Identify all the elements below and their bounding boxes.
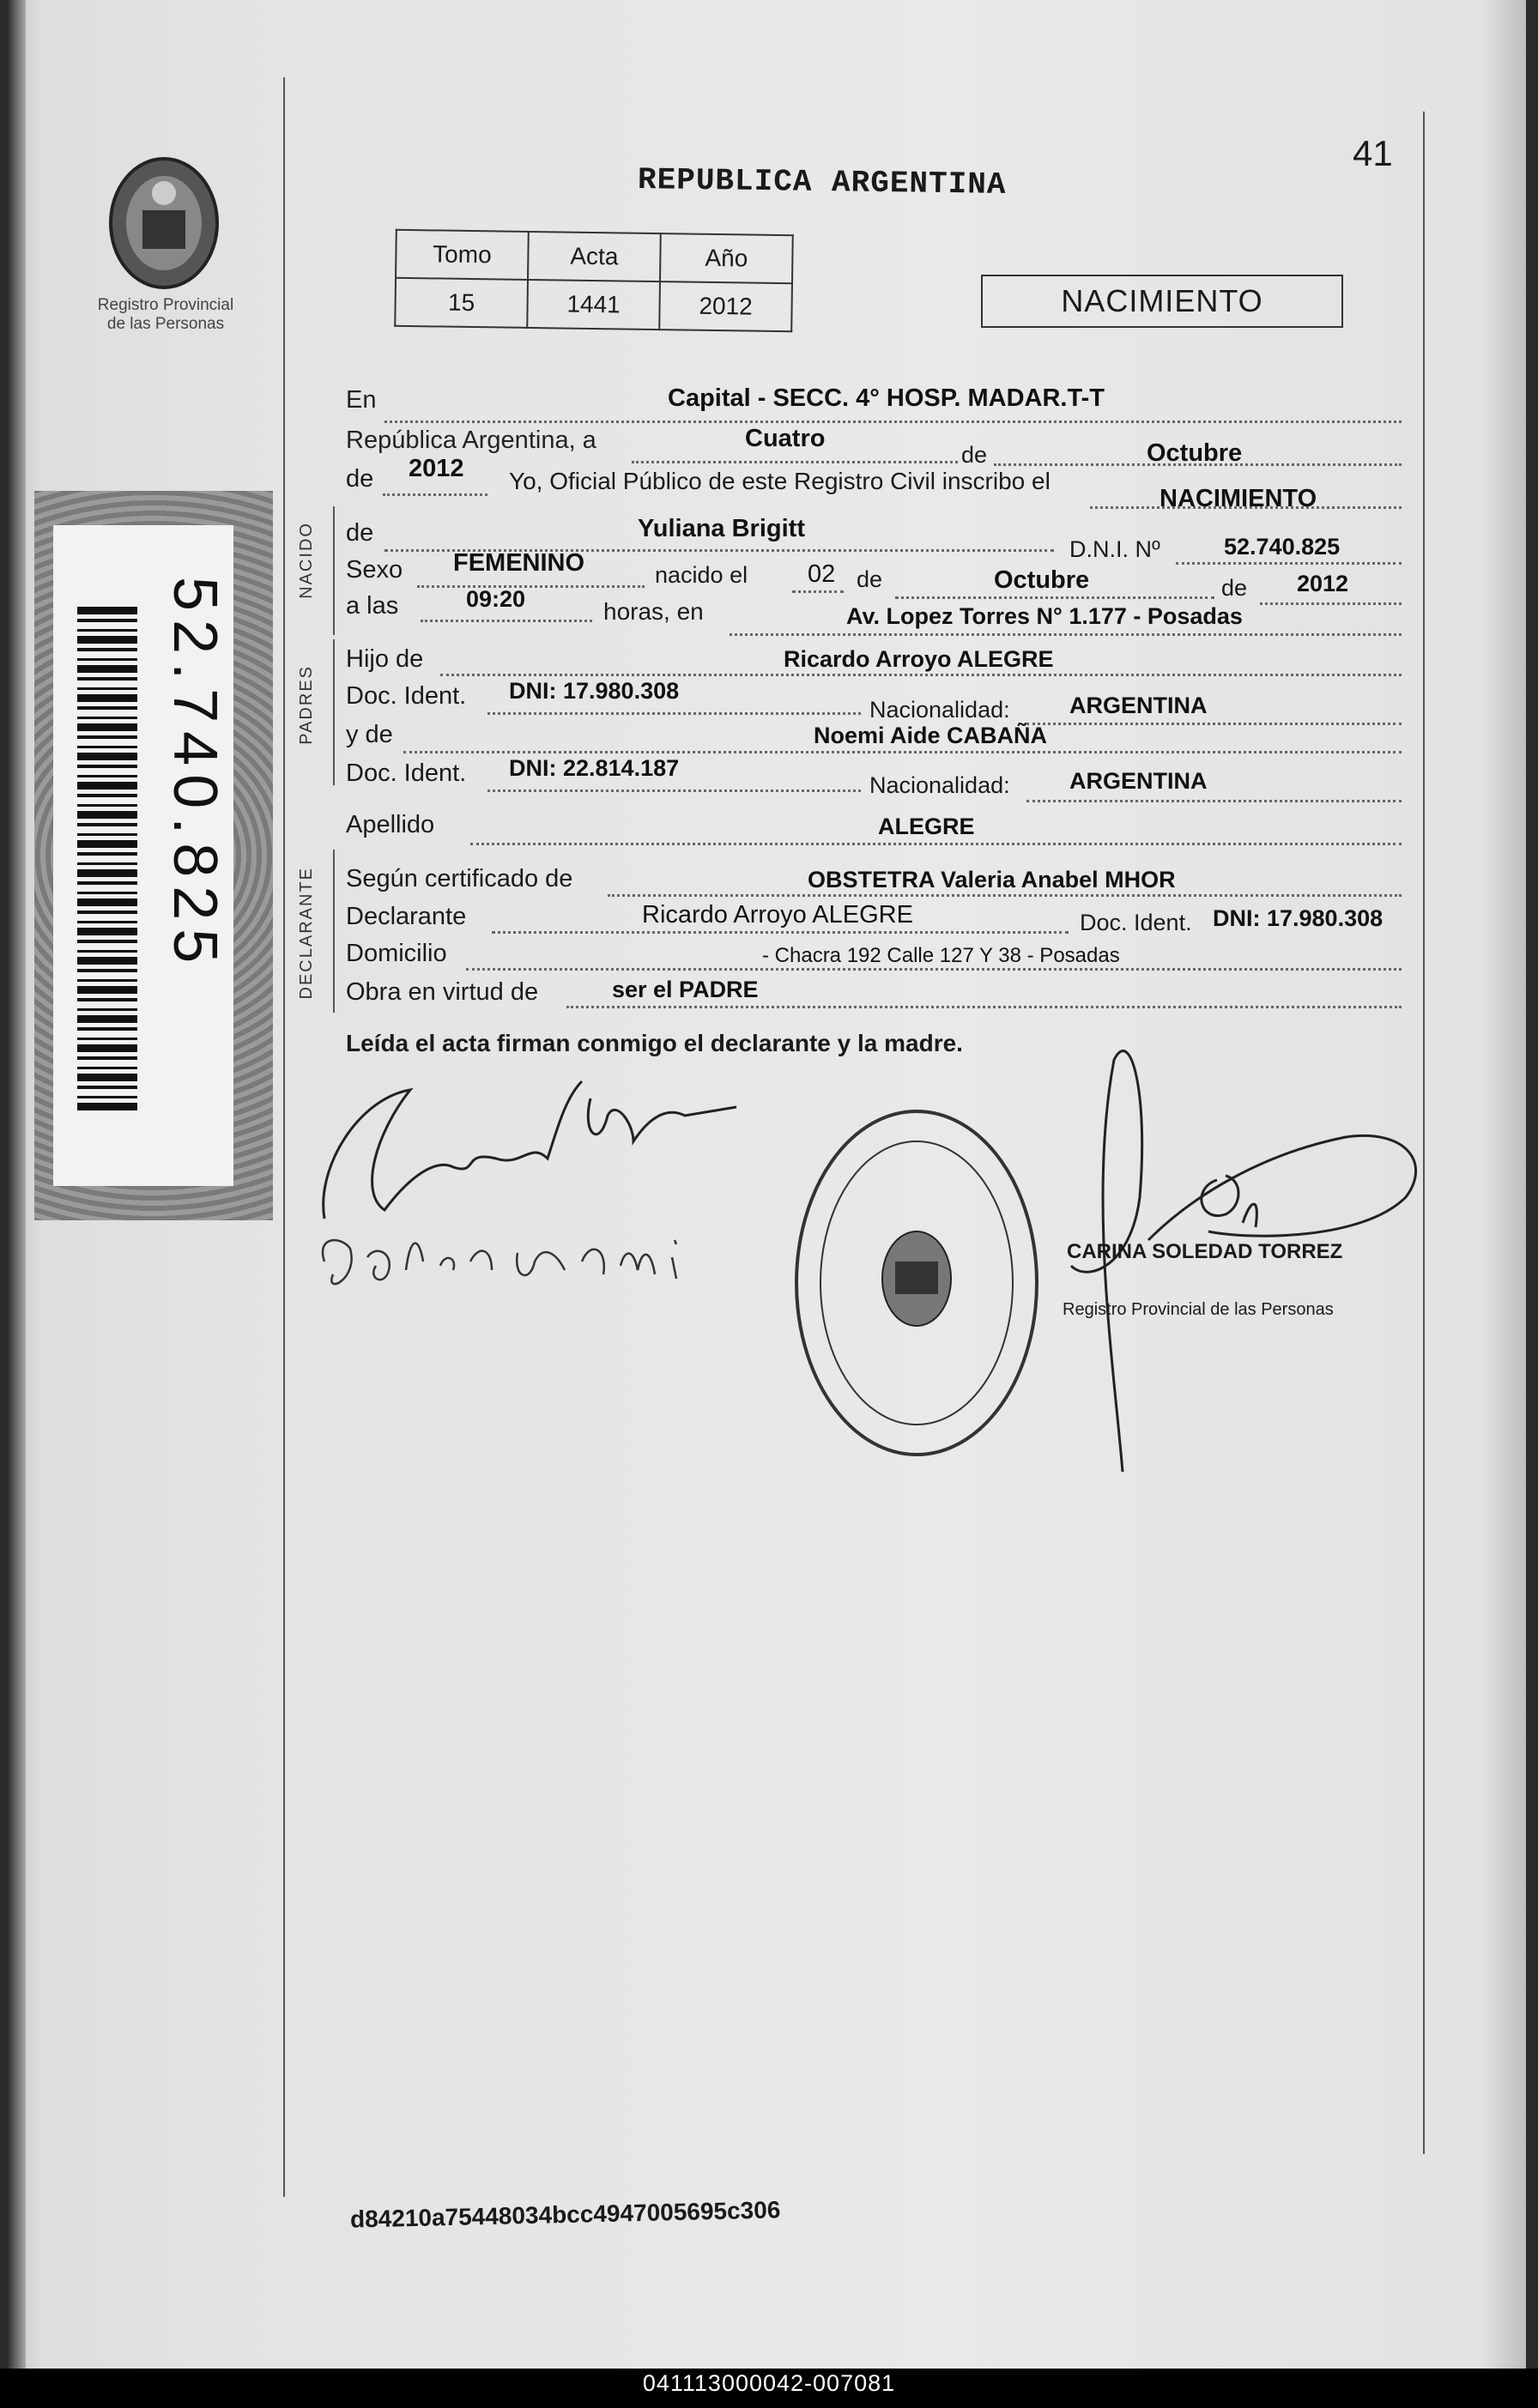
child-name: Yuliana Brigitt xyxy=(638,515,805,542)
book-reference-table xyxy=(394,229,794,332)
official-org: Registro Provincial de las Personas xyxy=(1063,1300,1334,1319)
child-dni: 52.740.825 xyxy=(1224,534,1341,560)
declarant-capacity: ser el PADRE xyxy=(612,977,759,1002)
closing-statement: Leída el acta firman conmigo el declarante y la madre. xyxy=(346,1030,963,1056)
oficial-text: Yo, Oficial Público de este Registro Civil inscribo el xyxy=(509,468,1051,494)
record-type-box: NACIMIENTO xyxy=(981,275,1343,328)
birth-month: Octubre xyxy=(994,566,1090,594)
book-spine xyxy=(7,0,26,2369)
father-name: Ricardo Arroyo ALEGRE xyxy=(784,646,1054,672)
page-number: 41 xyxy=(1353,133,1393,173)
father-signature xyxy=(307,1064,754,1339)
birth-day: 02 xyxy=(808,560,836,588)
margin-rule xyxy=(283,77,285,2197)
document-title: REPUBLICA ARGENTINA xyxy=(637,162,1007,203)
acta-header: Acta xyxy=(528,232,661,281)
year-value: 2012 xyxy=(409,455,464,482)
tomo-value: 15 xyxy=(395,278,528,328)
declarant-doc: DNI: 17.980.308 xyxy=(1213,905,1384,931)
declarante-rule xyxy=(333,850,335,1013)
place-value: Capital - SECC. 4° HOSP. MADAR.T-T xyxy=(668,384,1105,412)
section-nacido: NACIDO xyxy=(297,522,316,599)
mother-doc: DNI: 22.814.187 xyxy=(509,755,680,781)
barcode-number: 52.740.825 xyxy=(160,577,229,972)
barcode-bars xyxy=(77,607,137,1113)
provincial-seal-icon xyxy=(100,142,228,296)
barcode-label xyxy=(34,491,273,1220)
section-padres: PADRES xyxy=(297,665,316,745)
declarant-name: Ricardo Arroyo ALEGRE xyxy=(642,901,913,929)
row-place: En xyxy=(346,386,377,414)
birth-place: Av. Lopez Torres N° 1.177 - Posadas xyxy=(846,603,1243,629)
father-nationality: ARGENTINA xyxy=(1069,693,1208,718)
padres-rule xyxy=(333,639,335,785)
certificate-value: OBSTETRA Valeria Anabel MHOR xyxy=(808,867,1176,892)
document-hash: d84210a75448034bcc4947005695c306 xyxy=(349,2196,781,2233)
row-date: República Argentina, a xyxy=(346,427,596,454)
anio-header: Año xyxy=(660,233,793,283)
mother-nationality: ARGENTINA xyxy=(1069,768,1208,794)
footer-code: 041113000042-007081 xyxy=(642,2370,896,2396)
surname-value: ALEGRE xyxy=(878,814,975,839)
father-doc: DNI: 17.980.308 xyxy=(509,678,680,704)
mother-name: Noemi Aide CABAÑA xyxy=(814,723,1048,748)
document-page: Registro Provincial de las Personas 52.740.825 REPUBLICA ARGENTINA 41 Tomo Acta Año 15 1441 2012 NACIMIENTO En Capital - SECC. 4° HOSP. MADAR.T-T República Argentina, a Cuatro de Octubre de 2012 Yo, Oficial Público de este Registro Civil inscribo el NACIMIENTO NACIDO de Yuliana Brigitt D.N.I. Nº 52.740.825 Sexo FEMENINO nacido el 02 de Octubre de 2012 a las 09:20 horas, en Av. Lopez Torres N° 1.177 - Posadas PADRES Hijo de Ricardo Arroyo ALEGRE Doc. Ident. DNI: 17.980.308 Nacionalidad: ARGENTINA y de Noemi Aide CABAÑA Doc. Ident. DNI: 22.814.187 Nacionalidad: ARGENTINA Apellido ALEGRE DECLARANTE Según certificado de OBSTETRA Valeria Anabel MHOR Declarante Ricardo Arroyo ALEGRE Doc. Ident. DNI: 17.980.308 Domicilio - Chacra 192 Calle 127 Y 38 - Posadas Obra en virtud de ser el PADRE Leída el acta firman conmigo el declarante y la madre. CARINA SOLEDAD TORREZ Registro Provincial de las Personas d84210a75448034bcc4947005695c306 xyxy=(7,0,1526,2369)
anio-value: 2012 xyxy=(659,281,792,331)
day-word: Cuatro xyxy=(745,425,826,452)
act-value: NACIMIENTO xyxy=(1160,485,1317,512)
acta-value: 1441 xyxy=(527,280,660,330)
ministry-stamp xyxy=(788,1103,1045,1463)
official-name: CARINA SOLEDAD TORREZ xyxy=(1067,1240,1343,1263)
birth-year: 2012 xyxy=(1297,571,1349,596)
registry-label: Registro Provincial de las Personas xyxy=(97,296,234,333)
nacido-rule xyxy=(333,506,335,635)
sex-value: FEMENINO xyxy=(453,549,585,577)
tomo-header: Tomo xyxy=(396,230,529,280)
month-value: Octubre xyxy=(1147,439,1243,467)
declarant-address: - Chacra 192 Calle 127 Y 38 - Posadas xyxy=(762,944,1120,967)
section-declarante: DECLARANTE xyxy=(297,867,316,1000)
birth-time: 09:20 xyxy=(466,586,526,612)
